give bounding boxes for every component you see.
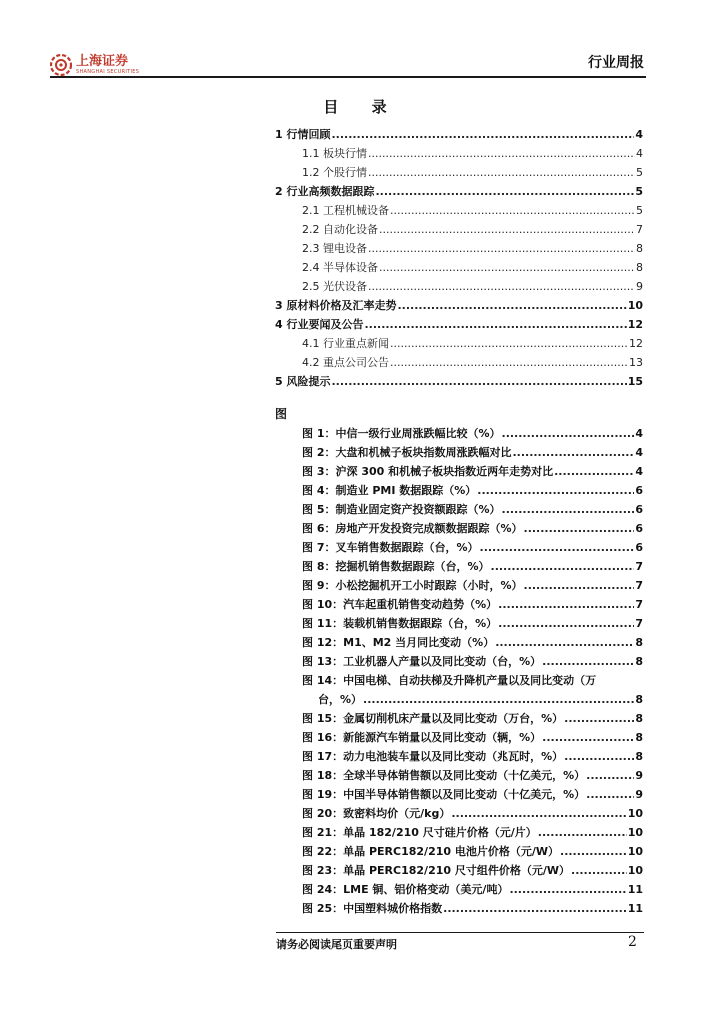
figure-entry-page: 8: [635, 712, 643, 725]
leader-dots: [542, 731, 634, 744]
leader-dots: [524, 522, 635, 535]
leader-dots: [564, 750, 634, 763]
toc-entry-page: 5: [636, 204, 643, 217]
figure-entry-line1[interactable]: 图 14：中国电梯、自动扶梯及升降机产量以及同比变动（万: [302, 674, 597, 687]
figure-entry[interactable]: [275, 463, 643, 482]
leader-dots: [390, 356, 628, 369]
header-divider: [50, 76, 646, 78]
figure-entry-page: 4: [635, 427, 643, 440]
leader-dots: [560, 845, 627, 858]
figure-entry[interactable]: [275, 482, 643, 501]
figure-entry[interactable]: [275, 710, 643, 729]
figure-entry-page: 9: [635, 788, 643, 801]
toc-entry-label: 5 风险提示: [275, 375, 331, 388]
toc-entry[interactable]: [275, 335, 643, 354]
logo-english-name: SHANGHAI SECURITIES: [76, 68, 140, 75]
toc-entry-page: 13: [629, 356, 643, 369]
toc-entry-page: 10: [627, 299, 643, 312]
toc-entry[interactable]: [275, 126, 643, 145]
toc-entry-label: 3 原材料价格及汇率走势: [275, 299, 397, 312]
toc-entry-label: 2.5 光伏设备: [302, 280, 367, 293]
toc-entry[interactable]: [275, 316, 643, 335]
figure-entry-page: 10: [627, 826, 643, 839]
figure-entry-page: 11: [627, 902, 643, 915]
leader-dots: [495, 636, 634, 649]
leader-dots: [502, 503, 635, 516]
leader-dots: [498, 598, 634, 611]
toc-entry-label: 1 行情回顾: [275, 128, 331, 141]
toc-entry-page: 4: [636, 147, 643, 160]
figure-entry-page: 7: [635, 617, 643, 630]
footer-divider: [276, 932, 644, 933]
toc-entry-page: 4: [635, 128, 643, 141]
leader-dots: [364, 318, 626, 331]
figure-entry-label: 图 24：LME 铜、铝价格变动（美元/吨）: [302, 883, 509, 896]
figure-entry-page: 7: [635, 560, 643, 573]
leader-dots: [368, 242, 635, 255]
figure-entry[interactable]: [275, 805, 643, 824]
figure-entry[interactable]: [275, 900, 643, 919]
figure-entry-label: 图 9：小松挖掘机开工小时跟踪（小时，%）: [302, 579, 523, 592]
figure-entry-page: 8: [635, 693, 643, 706]
figure-entry-page: 10: [627, 845, 643, 858]
toc-entry-page: 12: [627, 318, 643, 331]
figure-entry[interactable]: [275, 596, 643, 615]
figure-entry[interactable]: [275, 843, 643, 862]
figure-entry-label: 图 16：新能源汽车销量以及同比变动（辆，%）: [302, 731, 542, 744]
figure-entry-label: 图 21：单晶 182/210 尺寸硅片价格（元/片）: [302, 826, 537, 839]
toc-entry-page: 5: [635, 185, 643, 198]
leader-dots: [538, 826, 627, 839]
figure-entry-page: 8: [635, 636, 643, 649]
figure-entry-page: 8: [635, 655, 643, 668]
leader-dots: [379, 223, 635, 236]
figure-entry[interactable]: [275, 634, 643, 653]
figure-entry[interactable]: [275, 501, 643, 520]
toc-entry-label: 4.2 重点公司公告: [302, 356, 389, 369]
figure-entry-label: 台，%）: [318, 693, 363, 706]
toc-entry-label: 1.1 板块行情: [302, 147, 367, 160]
leader-dots: [379, 261, 635, 274]
leader-dots: [586, 769, 634, 782]
figure-entry[interactable]: [275, 615, 643, 634]
figure-entry[interactable]: [275, 425, 643, 444]
page-number: 2: [628, 934, 637, 950]
toc-entry-page: 8: [636, 242, 643, 255]
figure-entry-label: 图 11：装载机销售数据跟踪（台，%）: [302, 617, 498, 630]
figures-heading: 图: [275, 407, 288, 421]
toc-entry[interactable]: [275, 164, 643, 183]
leader-dots: [477, 484, 634, 497]
logo-emblem-icon: [50, 54, 72, 76]
toc-entry-label: 2.1 工程机械设备: [302, 204, 389, 217]
table-of-contents: [275, 126, 643, 919]
figure-entry-label: 图 20：致密料均价（元/kg）: [302, 807, 451, 820]
figure-entry[interactable]: [275, 539, 643, 558]
toc-entry[interactable]: [275, 354, 643, 373]
figure-entry-page: 7: [635, 598, 643, 611]
figure-entry-page: 4: [635, 446, 643, 459]
toc-entry-label: 1.2 个股行情: [302, 166, 367, 179]
figure-entry-label: 图 1：中信一级行业周涨跌幅比较（%）: [302, 427, 501, 440]
toc-entry[interactable]: [275, 259, 643, 278]
toc-entry-label: 2 行业高频数据跟踪: [275, 185, 375, 198]
figure-entry[interactable]: [275, 691, 643, 710]
toc-entry-label: 4.1 行业重点新闻: [302, 337, 389, 350]
leader-dots: [480, 541, 635, 554]
figure-entry-page: 6: [635, 503, 643, 516]
figure-entry[interactable]: [275, 767, 643, 786]
leader-dots: [502, 427, 635, 440]
figure-entry-page: 10: [627, 864, 643, 877]
figure-entry-label: 图 22：单晶 PERC182/210 电池片价格（元/W）: [302, 845, 560, 858]
leader-dots: [363, 693, 634, 706]
page-header: [0, 0, 724, 80]
toc-entry-label: 2.3 锂电设备: [302, 242, 367, 255]
figure-entry-page: 8: [635, 731, 643, 744]
figure-entry-page: 4: [635, 465, 643, 478]
figure-entry-label: 图 7：叉车销售数据跟踪（台，%）: [302, 541, 479, 554]
leader-dots: [368, 166, 635, 179]
figure-entry-label: 图 4：制造业 PMI 数据跟踪（%）: [302, 484, 477, 497]
toc-entry-label: 2.4 半导体设备: [302, 261, 378, 274]
figure-entry-label: 图 19：中国半导体销售额以及同比变动（十亿美元，%）: [302, 788, 586, 801]
figure-entry-page: 9: [635, 769, 643, 782]
toc-entry[interactable]: [275, 183, 643, 202]
toc-entry-label: 4 行业要闻及公告: [275, 318, 364, 331]
figure-entry[interactable]: [275, 653, 643, 672]
leader-dots: [451, 807, 626, 820]
leader-dots: [443, 902, 627, 915]
figure-entry[interactable]: [275, 520, 643, 539]
leader-dots: [390, 204, 635, 217]
figure-entry-label: 图 5：制造业固定资产投资额跟踪（%）: [302, 503, 501, 516]
logo-name: 上海证券: [76, 53, 129, 69]
figure-entry[interactable]: [275, 558, 643, 577]
toc-entry-page: 9: [636, 280, 643, 293]
figure-list: [275, 425, 643, 919]
leader-dots: [331, 128, 634, 141]
figure-entry-page: 11: [627, 883, 643, 896]
toc-entry[interactable]: [275, 221, 643, 240]
toc-entry-page: 15: [627, 375, 643, 388]
figure-entry[interactable]: [275, 881, 643, 900]
toc-entry[interactable]: [275, 240, 643, 259]
leader-dots: [390, 337, 628, 350]
leader-dots: [509, 883, 626, 896]
figure-entry-page: 10: [627, 807, 643, 820]
toc-entry[interactable]: [275, 202, 643, 221]
figure-entry-page: 6: [635, 522, 643, 535]
figure-entry-label: 图 18：全球半导体销售额以及同比变动（十亿美元，%）: [302, 769, 586, 782]
figure-entry-label: 图 25：中国塑料城价格指数: [302, 902, 443, 915]
leader-dots: [586, 788, 634, 801]
figure-entry[interactable]: [275, 862, 643, 881]
toc-entry-page: 7: [636, 223, 643, 236]
figure-entry-page: 7: [635, 579, 643, 592]
figure-entry-label: 图 15：金属切削机床产量以及同比变动（万台，%）: [302, 712, 564, 725]
leader-dots: [375, 185, 634, 198]
toc-entry-page: 5: [636, 166, 643, 179]
figure-entry-label: 图 8：挖掘机销售数据跟踪（台，%）: [302, 560, 490, 573]
leader-dots: [571, 864, 627, 877]
leader-dots: [554, 465, 634, 478]
leader-dots: [491, 560, 635, 573]
toc-entry-page: 8: [636, 261, 643, 274]
figure-entry-label: 图 13：工业机器人产量以及同比变动（台，%）: [302, 655, 542, 668]
leader-dots: [564, 712, 634, 725]
leader-dots: [368, 280, 635, 293]
figure-entry[interactable]: [275, 748, 643, 767]
leader-dots: [397, 299, 626, 312]
toc-entry[interactable]: [275, 278, 643, 297]
figure-entry[interactable]: [275, 577, 643, 596]
figure-entry[interactable]: [275, 729, 643, 748]
toc-entry-page: 12: [629, 337, 643, 350]
figure-entry-label: 图 10：汽车起重机销售变动趋势（%）: [302, 598, 498, 611]
leader-dots: [524, 579, 635, 592]
figure-entry-label: 图 3：沪深 300 和机械子板块指数近两年走势对比: [302, 465, 554, 478]
figure-entry[interactable]: [275, 444, 643, 463]
toc-list: [275, 126, 643, 392]
leader-dots: [368, 147, 635, 160]
toc-title: 目 录: [323, 98, 401, 116]
leader-dots: [512, 446, 634, 459]
toc-entry[interactable]: [275, 145, 643, 164]
figure-entry-page: 6: [635, 484, 643, 497]
toc-entry[interactable]: [275, 373, 643, 392]
leader-dots: [542, 655, 634, 668]
figure-entry-label: 图 23：单晶 PERC182/210 尺寸组件价格（元/W）: [302, 864, 571, 877]
report-type: 行业周报: [588, 55, 644, 71]
leader-dots: [498, 617, 634, 630]
figure-entry[interactable]: [275, 824, 643, 843]
figure-entry[interactable]: [275, 786, 643, 805]
toc-entry[interactable]: [275, 297, 643, 316]
figure-entry-label: 图 2：大盘和机械子板块指数周涨跌幅对比: [302, 446, 512, 459]
figure-entry-page: 6: [635, 541, 643, 554]
figure-entry-label: 图 17：动力电池装车量以及同比变动（兆瓦时，%）: [302, 750, 564, 763]
figure-entry-page: 8: [635, 750, 643, 763]
toc-entry-label: 2.2 自动化设备: [302, 223, 378, 236]
company-logo: [50, 54, 139, 76]
figure-entry-label: 图 12：M1、M2 当月同比变动（%）: [302, 636, 495, 649]
footer-disclaimer: 请务必阅读尾页重要声明: [276, 938, 397, 951]
figure-entry-label: 图 6：房地产开发投资完成额数据跟踪（%）: [302, 522, 523, 535]
leader-dots: [331, 375, 626, 388]
